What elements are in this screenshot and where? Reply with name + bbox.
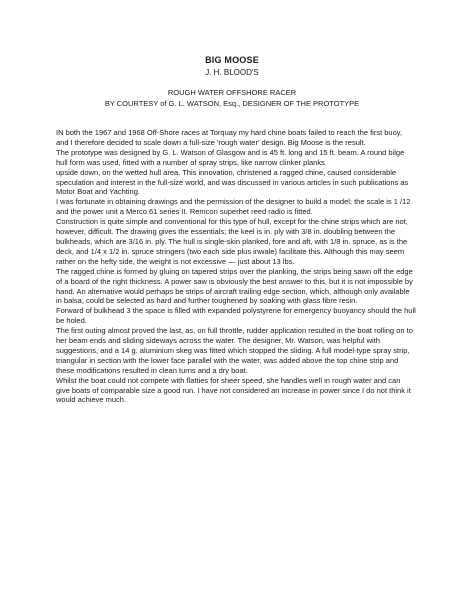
- paragraph: upside down, on the wetted hull area. This innovation, christened a ragged chine, caused considerable speculation and interest in the full-size world, and was discussed in various articles in such publications as Motor Boat and Yachting.: [56, 167, 409, 197]
- article-body: [56, 128, 416, 405]
- paragraph: Whilst the boat could not compete with flatties for sheer speed, she handles well in rough water and can give boats of comparable size a good run. I have not considered an increase in power since I do not think it would achieve much.: [56, 375, 411, 405]
- document-title: BIG MOOSE: [205, 55, 259, 65]
- paragraph: I was fortunate in obtaining drawings and the permission of the designer to build a model; the scale is 1 /12 and the power unit a Merco 61 series II. Remcon superhet reed radio is fitted.: [56, 197, 411, 217]
- paragraph: The prototype was designed by G. L. Watson of Glasgow and is 45 ft. long and 15 ft. beam. A round bilge hull form was used, fitted with a number of spray strips, like narrow clinker planks: [56, 147, 405, 167]
- paragraph: The first outing almost proved the last, as, on full throttle, rudder application resulted in the boat rolling on to her beam ends and sliding sideways across the water. The designer, Mr. Watson, was helpful with suggestions, and a 14 g. aluminium skeg was fitted which stopped the sliding. A full model-type spray strip, triangular in section with the lower face parallel with the water, was added above the top chine strip and these modifications resulted in clean turns and a dry boat.: [56, 326, 413, 375]
- paragraph: Construction is quite simple and conventional for this type of hull, except for the chine strips which are not, however, difficult. The drawing gives the essentials; the keel is in. ply with 3/8 in. doubling between the bulkheads, which are 3/16 in. ply. The hull is single-skin planked, fore and aft, with 1/8 in. spruce, as is the deck, and 1/4 x 1/2 in. spruce stringers (two each side plus inwale) facilitate this. Although this may seem rather on the hefty side, the weight is not excessive — just about 13 lbs.: [56, 217, 408, 266]
- document-author: J. H. BLOOD'S: [205, 68, 259, 77]
- paragraph: Forward of bulkhead 3 the space is filled with expanded polystyrene for emergency buoyancy should the hull be holed.: [56, 306, 416, 326]
- document-subtitle: ROUGH WATER OFFSHORE RACER: [167, 88, 297, 97]
- document-courtesy-line: BY COURTESY of G. L. WATSON, Esq., DESIGNER OF THE PROTOTYPE: [104, 99, 360, 108]
- paragraph: The ragged chine is formed by gluing on tapered strips over the planking, the strips being sawn off the edge of a board of the right thickness. A power saw is obviously the best answer to this, but it is not impossible by hand. An alternative would perhaps be strips of aircraft trailing edge section, which, although only available in balsa, could be selected as hard and further toughened by soaking with glass fibre resin.: [56, 266, 413, 306]
- paragraph: IN both the 1967 and 1968 Off-Shore races at Torquay my hard chine boats failed to reach the first buoy, and I therefore decided to scale down a full-size 'rough water' design. Big Moose is the result.: [56, 128, 403, 147]
